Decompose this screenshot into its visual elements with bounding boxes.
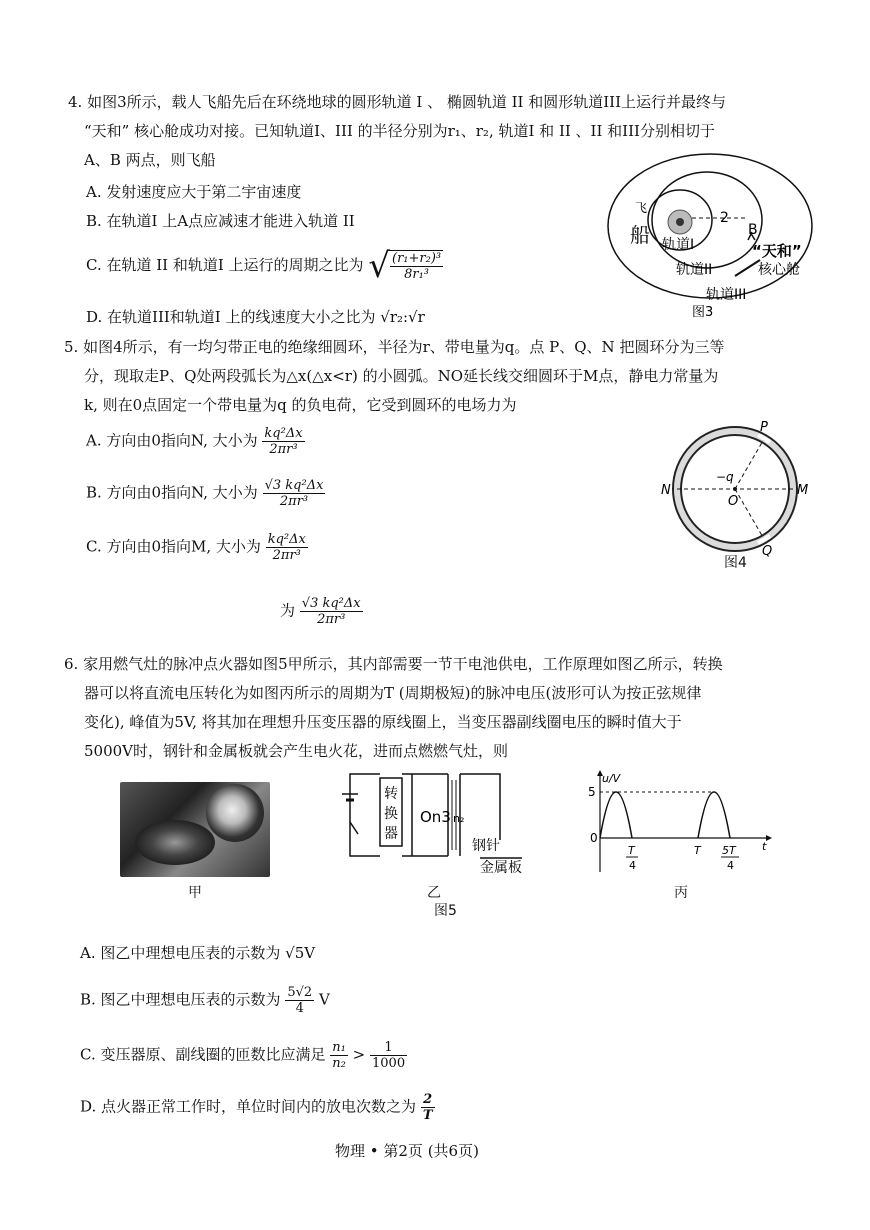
q5-option-c (86, 532, 308, 563)
wire-secondary (460, 774, 500, 840)
zero-label: 0 (590, 831, 598, 845)
label-module: 核心舱 (758, 262, 800, 278)
q5-option-b-formula (263, 478, 326, 509)
earth-core (676, 218, 684, 226)
label-yi: 乙 (427, 885, 441, 901)
q4-option-c-formula (390, 250, 443, 282)
q4-option-c-text: C. 在轨道 II 和轨道I 上运行的周期之比为 (86, 256, 364, 274)
q6-option-c-ratio-right (370, 1040, 407, 1071)
label-n2: n₂ (453, 812, 465, 825)
formula-denominator: 2πr³ (269, 442, 298, 457)
pulse-2 (698, 792, 730, 838)
q6-option-a: A. 图乙中理想电压表的示数为 √5V (80, 944, 316, 962)
q4-option-a: A. 发射速度应大于第二宇宙速度 (86, 183, 302, 201)
tick-t3: 5T (722, 844, 736, 857)
formula-denominator: 2πr³ (279, 494, 309, 509)
peak-label: 5 (588, 785, 596, 799)
igniter-knob (206, 784, 264, 842)
q6-line1: 6. 家用燃气灶的脉冲点火器如图5甲所示，其内部需要一节干电池供电，工作原理如图乙所示，转换 (64, 655, 723, 673)
converter-char-2: 换 (384, 806, 398, 822)
q5-option-b (86, 478, 325, 509)
label-orbit-1: 轨道I (662, 237, 695, 253)
tick-t1: T (628, 844, 635, 857)
q6-line2: 器可以将直流电压转化为如图丙所示的周期为T (周期极短)的脉冲电压(波形可认为按正弦规律 (84, 684, 702, 702)
line-OP (735, 439, 764, 489)
q4-option-b: B. 在轨道I 上A点应减速才能进入轨道 II (86, 212, 355, 230)
tick-t1-den: 4 (629, 859, 636, 872)
label-plate: 金属板 (480, 860, 522, 876)
formula-denominator: 1000 (372, 1056, 406, 1071)
q5-line2: 分，现取走P、Q处两段弧长为△x(△x<r) 的小圆弧。NO延长线交细圆环于M点，静电力常量为 (84, 367, 719, 385)
label-ship-2: 船 (630, 223, 650, 247)
center-O (733, 487, 737, 491)
sqrt-sign: √ (368, 246, 391, 286)
q5-line1: 5. 如图4所示，有一均匀带正电的绝缘细圆环，半径为r、带电量为q。点 P、Q、N 把圆环分为三等 (64, 338, 725, 356)
q4-option-d: D. 在轨道III和轨道I 上的线速度大小之比为 √r₂:√r (86, 308, 425, 326)
q6-option-b (80, 985, 330, 1016)
figure-4-ring (660, 415, 820, 575)
label-orbit-3: 轨道III (706, 287, 747, 303)
q6-option-c-ratio-left (330, 1040, 348, 1071)
tick-t2: T (694, 844, 701, 857)
q5-option-d-text: 为 (280, 601, 296, 620)
figure-5-voltage-graph (586, 768, 776, 878)
label-ship-1: 飞 (635, 201, 648, 215)
label-N: N (661, 483, 671, 498)
label-jia: 甲 (188, 885, 202, 901)
tick-t3-den: 4 (727, 859, 734, 872)
q6-option-d-text: D. 点火器正常工作时，单位时间内的放电次数之为 (80, 1097, 417, 1116)
x-label: t (762, 840, 767, 853)
q6-option-d-formula (421, 1092, 435, 1123)
igniter-photo (120, 782, 270, 877)
figure-3-label: 图3 (692, 305, 714, 320)
formula-numerator: kq²Δx (264, 426, 303, 441)
page-footer: 物理 • 第2页 (共6页) (335, 1142, 479, 1160)
q5-option-c-text: C. 方向由0指向M, 大小为 (86, 537, 261, 556)
line-OQ (735, 489, 764, 539)
label-tianhe: “天和” (752, 242, 802, 260)
q6-option-d (80, 1092, 435, 1123)
q4-line2: “天和” 核心舱成功对接。已知轨道I、III 的半径分别为r₁、r₂, 轨道I 和 II 、II 和III分别相切于 (84, 122, 715, 140)
pulse-1 (600, 792, 632, 838)
formula-numerator: kq²Δx (267, 532, 306, 547)
formula-numerator: 2 (421, 1092, 435, 1108)
q4-option-c (86, 246, 443, 286)
module-arrow (735, 260, 760, 276)
q6-line4: 5000V时，钢针和金属板就会产生电火花，进而点燃燃气灶，则 (84, 742, 509, 760)
label-Q: Q (762, 544, 773, 559)
figure-4-label: 图4 (724, 555, 747, 571)
y-label: u/V (602, 772, 621, 785)
q6-option-c (80, 1040, 407, 1071)
formula-denominator: n₂ (332, 1056, 346, 1071)
q6-line3: 变化), 峰值为5V, 将其加在理想升压变压器的原线圈上，当变压器副线圈电压的瞬时值大于 (84, 713, 682, 731)
label-P: P (760, 420, 768, 435)
converter-char-1: 转 (384, 786, 398, 802)
converter-char-3: 器 (384, 826, 398, 842)
q6-option-b-unit: V (318, 990, 330, 1009)
label-B: B (748, 222, 758, 238)
formula-denominator: 2πr³ (317, 612, 346, 627)
formula-numerator: 1 (370, 1040, 407, 1056)
q5-option-a-formula (262, 426, 304, 457)
formula-denominator: 8r₁³ (404, 267, 430, 282)
q6-option-c-text: C. 变压器原、副线圈的匝数比应满足 (80, 1045, 326, 1064)
formula-numerator: 5√2 (287, 985, 313, 1000)
q6-option-b-formula (285, 985, 314, 1016)
label-needle: 钢针 (472, 838, 500, 854)
label-O: O (728, 494, 739, 509)
formula-denominator: 4 (295, 1001, 304, 1016)
label-bing: 丙 (674, 885, 688, 901)
figure-3-orbits (600, 148, 820, 324)
figure-5-caption: 图5 (434, 903, 457, 919)
q5-option-d (280, 596, 363, 627)
q5-option-a-text: A. 方向由0指向N, 大小为 (86, 431, 258, 450)
q6-option-b-text: B. 图乙中理想电压表的示数为 (80, 990, 281, 1009)
formula-numerator: n₁ (332, 1040, 346, 1055)
q5-line3: k, 则在0点固定一个带电量为q 的负电荷，它受到圆环的电场力为 (84, 396, 517, 414)
q5-option-c-formula (266, 532, 308, 563)
q6-option-c-gt: > (352, 1045, 366, 1064)
q4-line3: A、B 两点，则飞船 (84, 151, 216, 169)
q5-option-b-text: B. 方向由0指向N, 大小为 (86, 483, 258, 502)
q5-option-a (86, 426, 305, 457)
formula-denominator: T (422, 1108, 433, 1123)
wire-left (350, 774, 380, 856)
label-on3: On3 (420, 808, 451, 826)
x-axis-arrow (766, 835, 772, 841)
label-orbit-2: 轨道II (676, 262, 713, 278)
formula-denominator: 2πr³ (272, 548, 301, 563)
q4-line1: 4. 如图3所示，载人飞船先后在环绕地球的圆形轨道 I 、 椭圆轨道 II 和圆形轨道III上运行并最终与 (68, 93, 727, 111)
q5-option-d-formula (300, 596, 363, 627)
switch (350, 822, 358, 834)
formula-numerator: (r₁+r₂)³ (392, 251, 442, 266)
label-2: 2 (720, 210, 729, 226)
figure-5-circuit (340, 770, 530, 880)
formula-numerator: √3 kq²Δx (301, 596, 361, 611)
burner (135, 820, 215, 865)
label-charge: −q (716, 470, 734, 484)
label-M: M (797, 483, 809, 498)
formula-numerator: √3 kq²Δx (264, 478, 324, 493)
